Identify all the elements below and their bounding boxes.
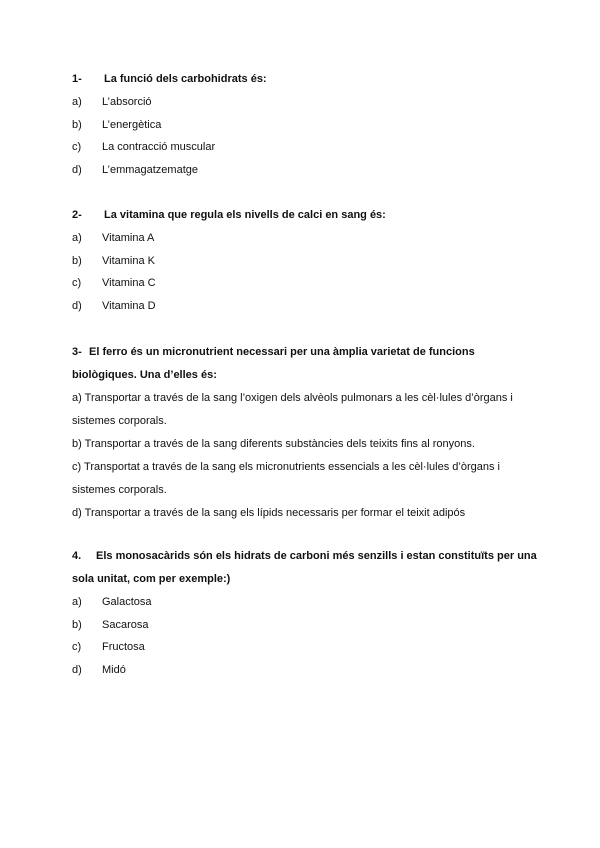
question-text: Els monosacàrids són els hidrats de carboni més senzills i estan constituïts per una sola unitat, com per exemple:) [72,550,537,585]
question-2 [72,204,542,318]
option-c: c) Transportat a través de la sang els micronutrients essencials a les cèl·lules d’òrgans i sistemes corporals. [72,461,500,496]
question-number: 4. [72,550,82,562]
option-a: a) Vitamina A [72,232,155,244]
option-c: c) Fructosa [72,641,145,654]
question-title [72,341,542,387]
question-text: La vitamina que regula els nivells de calci en sang és: [104,209,386,221]
option-b: b) Sacarosa [72,618,149,631]
option-a: a) Transportar a través de la sang l’oxigen dels alvèols pulmonars a les cèl·lules d’òrgans i sistemes corporals. [72,392,513,427]
question-title [72,68,542,91]
option-b: b) L’energètica [72,118,162,131]
question-3 [72,341,542,525]
option-d: d) Transportar a través de la sang els lípids necessaris per formar el teixit adipós [72,507,466,519]
question-text: La funció dels carbohidrats és: [104,73,267,85]
option-d: d) L’emmagatzematge [72,164,198,177]
question-4 [72,545,542,682]
option-d: d) Vitamina D [72,300,156,313]
question-title [72,204,542,227]
option-a: a) L’absorció [72,96,152,108]
question-text: El ferro és un micronutrient necessari per una àmplia varietat de funcions biològiques. Una d’elles és: [72,346,475,381]
option-c: c) Vitamina C [72,277,156,290]
option-d: d) Midó [72,664,126,677]
option-c: c) La contracció muscular [72,141,216,154]
question-number: 1- [72,73,82,85]
question-title [72,545,542,591]
question-number: 2- [72,209,82,221]
question-number: 3- [72,346,82,358]
option-b: b) Transportar a través de la sang diferents substàncies dels teixits fins al ronyons. [72,438,475,450]
option-a: a) Galactosa [72,596,152,608]
option-b: b) Vitamina K [72,254,155,267]
question-1 [72,68,542,182]
